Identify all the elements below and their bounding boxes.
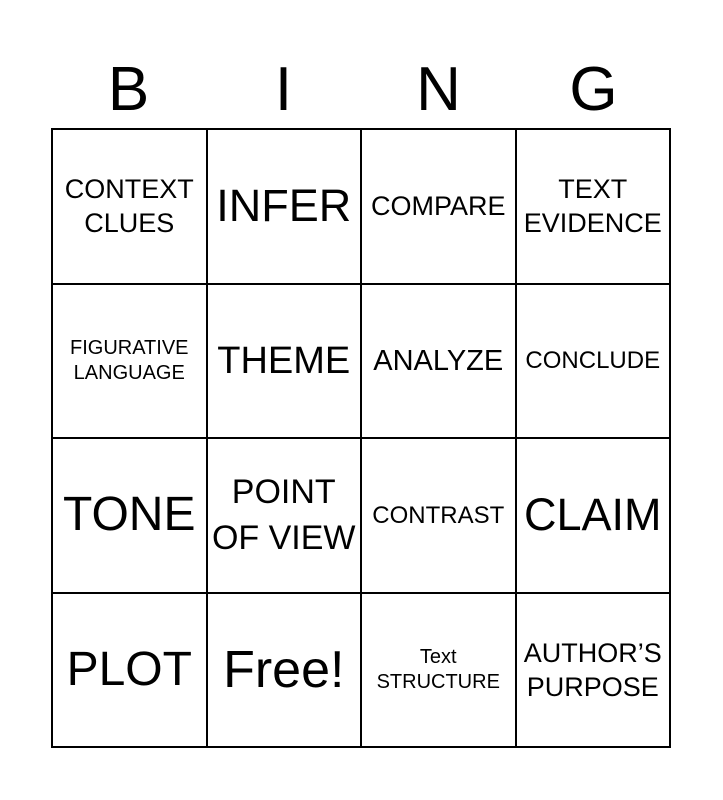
bingo-cell[interactable] [53, 594, 208, 749]
bingo-cell-text: CONTEXT CLUES [64, 174, 194, 239]
bingo-cell-text: CLAIM [523, 489, 662, 541]
bingo-cell[interactable] [53, 130, 208, 285]
bingo-cell-text: AUTHOR’S PURPOSE [523, 637, 662, 702]
bingo-cell-text: POINT OF VIEW [211, 473, 356, 558]
bingo-cell-text: COMPARE [370, 191, 506, 222]
bingo-cell[interactable] [208, 285, 363, 440]
bingo-cell[interactable] [517, 130, 672, 285]
bingo-cell[interactable] [362, 285, 517, 440]
bingo-cell[interactable] [362, 594, 517, 749]
bingo-cell-text: THEME [217, 339, 351, 382]
header-letter-g: G [569, 55, 618, 124]
bingo-header [51, 52, 671, 128]
bingo-cell[interactable] [517, 439, 672, 594]
header-letter-b: B [107, 55, 150, 124]
bingo-cell-text: CONTRAST [372, 501, 505, 529]
bingo-cell[interactable] [53, 439, 208, 594]
bingo-cell-text: ANALYZE [373, 344, 504, 377]
bingo-cell-text: TEXT EVIDENCE [523, 174, 662, 239]
free-space-cell[interactable] [208, 594, 363, 749]
bingo-cell[interactable] [517, 594, 672, 749]
bingo-card-grid [51, 128, 671, 748]
bingo-cell-text: Text STRUCTURE [376, 645, 500, 693]
bingo-cell-text: INFER [216, 180, 352, 232]
bingo-cell[interactable] [208, 130, 363, 285]
bingo-cell[interactable] [208, 439, 363, 594]
bingo-cell[interactable] [362, 130, 517, 285]
bingo-cell[interactable] [53, 285, 208, 440]
bingo-cell[interactable] [517, 285, 672, 440]
bingo-cell[interactable] [362, 439, 517, 594]
bingo-cell-text: CONCLUDE [525, 347, 661, 375]
bingo-cell-text: PLOT [66, 642, 192, 696]
bingo-cell-text: FIGURATIVE LANGUAGE [69, 336, 189, 384]
header-letter-i: I [274, 55, 293, 124]
free-space-text: Free! [223, 640, 345, 699]
bingo-cell-text: TONE [63, 488, 196, 542]
header-letter-n: N [416, 55, 461, 124]
